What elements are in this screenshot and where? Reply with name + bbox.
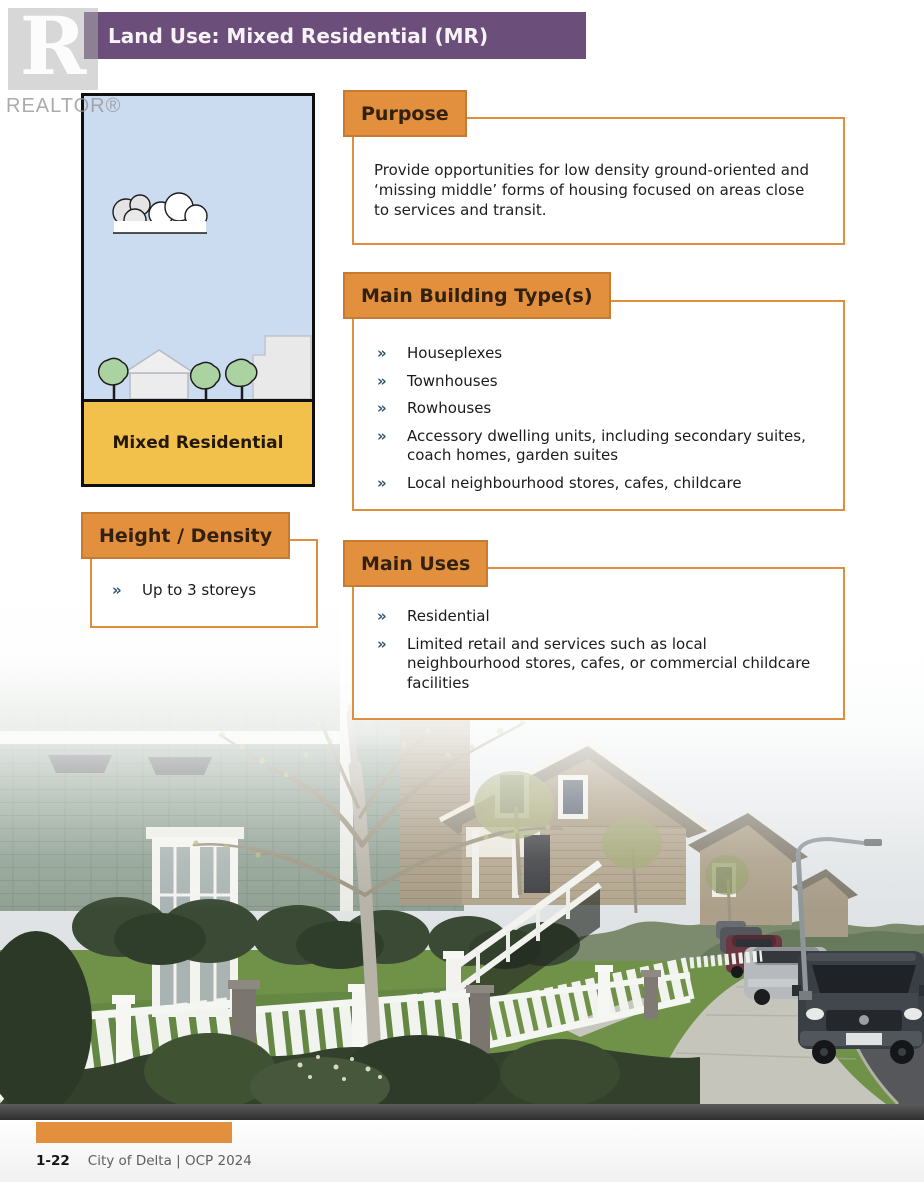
chevron-bullet-icon: » [377,344,387,362]
chevron-bullet-icon: » [377,426,387,445]
list-item: » Accessory dwelling units, including secondary suites, coach homes, garden suites [377,426,806,464]
diagram-caption: Mixed Residential [84,399,312,484]
chevron-bullet-icon: » [377,399,387,417]
page-title-bar [84,12,586,59]
list-item: » Up to 3 storeys [112,581,257,599]
page-title: Land Use: Mixed Residential (MR) [108,23,489,48]
chevron-bullet-icon: » [112,581,122,599]
list-item: » Local neighbourhood stores, cafes, childcare [377,473,742,492]
footer-text [36,1153,252,1169]
land-use-diagram [81,93,315,487]
footer-accent-bar [36,1122,232,1143]
list-item: » Residential [377,607,490,625]
section-tab-height-density: Height / Density [81,512,290,559]
height-density-list [112,581,306,601]
list-item: » Limited retail and services such as local neighbourhood stores, cafes, or commercial childcare facilities [377,634,811,692]
list-item: » Houseplexes [377,344,503,362]
realtor-watermark-label: REALTOR® [6,95,122,117]
section-box-main-uses [352,567,845,720]
section-tab-purpose: Purpose [343,90,467,137]
chevron-bullet-icon: » [377,634,387,653]
section-tab-main-uses: Main Uses [343,540,488,587]
footer-divider-bar [0,1104,924,1120]
chevron-bullet-icon: » [377,607,387,625]
realtor-logo-icon: R [8,8,98,90]
list-item: » Townhouses [377,371,498,390]
chevron-bullet-icon: » [377,371,387,390]
building-types-list [377,344,823,493]
section-tab-main-building-types: Main Building Type(s) [343,272,611,319]
land-use-diagram-sky-illustration [84,96,312,399]
section-box-main-building-types [352,300,845,511]
purpose-body: Provide opportunities for low density ground-oriented and ‘missing middle’ forms of housing focused on areas close to services and transit. [374,161,810,220]
main-uses-list [377,607,823,693]
document-label: City of Delta | OCP 2024 [87,1153,252,1169]
chevron-bullet-icon: » [377,473,387,492]
list-item: » Rowhouses [377,399,492,417]
page-number: 1-22 [36,1153,70,1169]
